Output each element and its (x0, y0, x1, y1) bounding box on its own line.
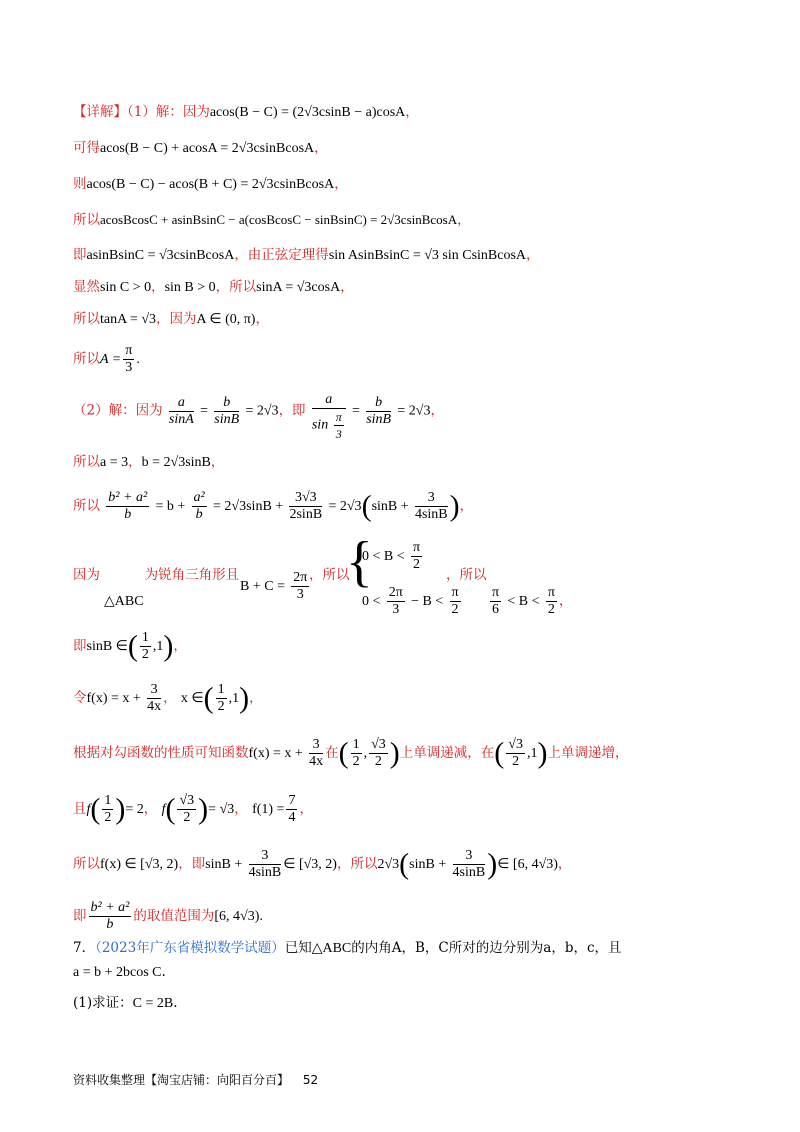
page-number: 52 (302, 1073, 319, 1087)
page-footer (73, 1071, 318, 1088)
solution-line-9: （2）解：因为 $\frac{a}{\sin A}$ = $\frac{b}{\sin B}$ = 2√3，即 a sin $\frac{\pi}{3}$ = $\frac{b}{\sin B}$ = 2√3， (73, 392, 444, 441)
solution-line-15: 根据对勾函数的性质可知函数f(x) = x + $\frac{3}{4x}$ 在( $\frac{1}{2}$ , $\frac{√3}{2}$ )上单调递减，在( $\frac{√3}{2}$ ,1)上单调递增， (73, 736, 629, 770)
part1-intro: （1）解：因为 (127, 104, 210, 120)
solution-line-3: 则acos(B − C) − acos(B + C) = 2√3csinBcosA， (73, 176, 348, 192)
solution-line-10: 所以a = 3，b = 2√3sinB， (73, 454, 225, 470)
solution-line-12-text: 因为 为锐角三角形且 (73, 567, 240, 583)
solution-line-7: 所以tanA = √3，因为A ∈ (0, π)， (73, 311, 269, 327)
condition-2: 0 < $\frac{2\pi}{3}$ − B < $\frac{\pi}{2}$ (362, 585, 459, 617)
system-brace: { (346, 531, 373, 593)
b-range: $\frac{\pi}{6}$ < B < $\frac{\pi}{2}$ ， (492, 585, 573, 617)
solution-line-11: 所以 $\frac{\text{b² + a²}}{b}$ = b + $\frac{\text{a²}}{b}$ = 2√3sinB + $\frac{3√3}{2\sin B}$ = 2√3(sinB + $\frac{3}{4\sin B}$ )， (73, 489, 474, 523)
solution-line-8: 所以A = $\frac{\pi}{3}$ . (73, 343, 140, 375)
solution-line-2: 可得acos(B − C) + acosA = 2√3csinBcosA， (73, 140, 328, 156)
condition-1: 0 < B < $\frac{\pi}{2}$ (362, 540, 421, 572)
triangle-abc: △ABC (104, 594, 144, 609)
detail-label: 【详解】 (73, 104, 127, 120)
question-7-condition: a = b + 2bcos C. (73, 964, 166, 980)
question-7: 7．（2023年广东省模拟数学试题）已知△ABC的内角A，B，C所对的边分别为a，b，c，且 (73, 940, 622, 956)
solution-line-12-eq: B + C = $\frac{2\pi}{3}$ (240, 570, 308, 602)
solution-line-4: 所以acosBcosC + asinBsinC − a(cosBcosC − sinBsinC) = 2√3csinBcosA， (73, 212, 471, 228)
question-source: （2023年广东省模拟数学试题） (95, 940, 285, 956)
solution-line-17: 所以f(x) ∈ [√3, 2)，即sinB + $\frac{3}{4\sin B}$ ∈ [√3, 2)，所以2√3(sinB + $\frac{3}{4\sin B}$ )∈ [6, 4√3)， (73, 847, 572, 881)
eq-1: acos(B − C) = (2√3csinB − a)cosA (209, 105, 406, 120)
solution-line-12-range: ，所以 (446, 567, 487, 583)
solution-line-18: 即 $\frac{\text{b² + a²}}{b}$ 的取值范围为[6, 4√3). (73, 900, 263, 932)
solution-line-14: 令f(x) = x + $\frac{3}{4x}$ ， x ∈( $\frac{1}{2}$ ,1)， (73, 681, 263, 715)
solution-line-1: 【详解】（1）解：因为acos(B − C) = (2√3csinB − a)cosA， (73, 104, 419, 120)
solution-line-13: 即sinB ∈( $\frac{1}{2}$ ,1)， (73, 629, 187, 663)
question-number: 7． (73, 940, 96, 956)
question-7-part-1: (1)求证：C = 2B. (73, 995, 178, 1011)
solution-line-5: 即asinBsinC = √3csinBcosA，由正弦定理得sin AsinBsinC = √3 sin CsinBcosA， (73, 247, 540, 263)
solution-line-6: 显然sin C > 0，sin B > 0，所以sinA = √3cosA， (73, 279, 354, 295)
footer-text: 资料收集整理【淘宝店铺：向阳百分百】 (73, 1073, 290, 1087)
solution-line-16: 且f( $\frac{1}{2}$ )= 2， f( $\frac{√3}{2}$ )= √3， f(1) = $\frac{7}{4}$ ， (73, 792, 313, 826)
